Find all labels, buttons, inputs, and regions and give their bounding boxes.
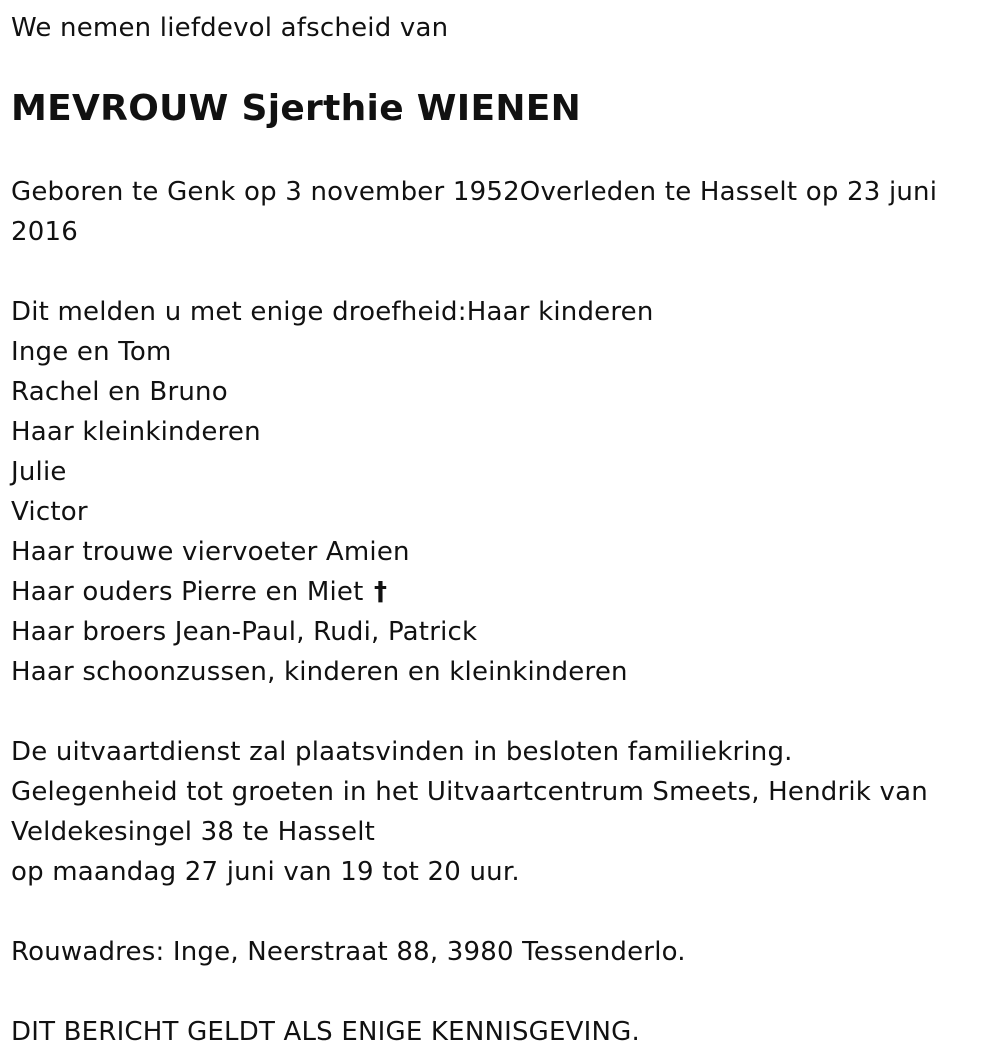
spacer [11,892,1000,932]
deceased-name: MEVROUW Sjerthie WIENEN [11,88,582,129]
parents-text: Haar ouders Pierre en Miet [11,577,364,607]
birth-death-line-1: Geboren te Genk op 3 november 1952Overleden te Hasselt op 23 juni [11,177,938,207]
birth-death-line-2: 2016 [11,217,78,247]
family-line-parents [11,572,1000,612]
cross-icon: † [373,577,388,607]
service-line: De uitvaartdienst zal plaatsvinden in besloten familiekring. [11,737,793,767]
family-line: Victor [11,497,88,527]
family-line: Haar trouwe viervoeter Amien [11,537,410,567]
service-line: op maandag 27 juni van 19 tot 20 uur. [11,857,520,887]
spacer [11,972,1000,1012]
spacer [11,252,1000,292]
mourning-address: Rouwadres: Inge, Neerstraat 88, 3980 Tessenderlo. [11,937,686,967]
family-line: Haar kleinkinderen [11,417,261,447]
spacer [11,692,1000,732]
intro-text: We nemen liefdevol afscheid van [11,13,449,43]
closing-statement: DIT BERICHT GELDT ALS ENIGE KENNISGEVING. [11,1017,640,1047]
service-line: Gelegenheid tot groeten in het Uitvaartcentrum Smeets, Hendrik van [11,777,928,807]
family-line: Rachel en Bruno [11,377,228,407]
announcement-text: Dit melden u met enige droefheid:Haar kinderen [11,297,654,327]
family-line: Julie [11,457,67,487]
service-line: Veldekesingel 38 te Hasselt [11,817,376,847]
family-line: Haar broers Jean-Paul, Rudi, Patrick [11,617,478,647]
family-line: Haar schoonzussen, kinderen en kleinkinderen [11,657,628,687]
family-line: Inge en Tom [11,337,172,367]
